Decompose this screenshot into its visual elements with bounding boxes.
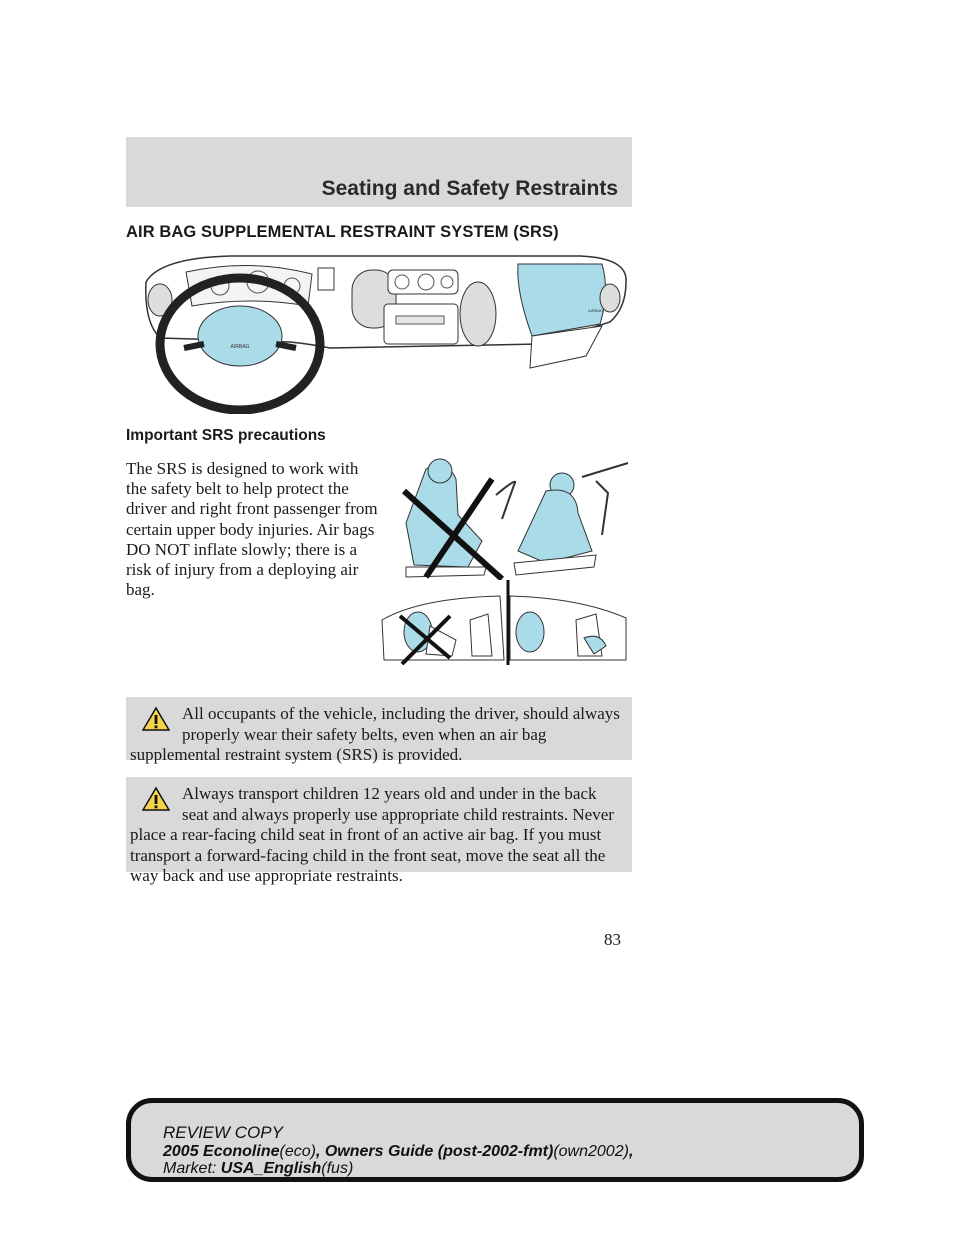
warning-triangle-icon bbox=[142, 706, 170, 732]
steering-airbag-label: AIRBAG bbox=[230, 344, 250, 350]
occupant-position-illustration bbox=[396, 455, 632, 580]
passenger-airbag-label: AIRBAG bbox=[588, 308, 604, 313]
section-title: Seating and Safety Restraints bbox=[321, 177, 618, 200]
warning-box-children bbox=[126, 777, 632, 885]
warning-text: All occupants of the vehicle, including the driver, should always properly wear their safety belts, even when an air bag supplemental restraint system (SRS) is provided. bbox=[130, 704, 620, 764]
child-seat-illustration bbox=[380, 580, 632, 665]
srs-description-paragraph: The SRS is designed to work with the safety belt to help protect the driver and right front passenger from certain upper body injuries. Air bags DO NOT inflate slowly; there is a risk of injury from a deploying air bag. bbox=[126, 459, 378, 600]
review-copy-label: REVIEW COPY bbox=[163, 1123, 283, 1142]
warning-triangle-icon bbox=[142, 786, 170, 812]
section-heading: AIR BAG SUPPLEMENTAL RESTRAINT SYSTEM (SRS) bbox=[126, 223, 559, 241]
review-copy-footer bbox=[126, 1098, 864, 1182]
page-number: 83 bbox=[604, 930, 621, 949]
warning-box-seatbelts bbox=[126, 697, 632, 764]
section-header-band bbox=[126, 137, 632, 207]
srs-precautions-heading: Important SRS precautions bbox=[126, 427, 326, 444]
warning-text: Always transport children 12 years old and under in the back seat and always properly use appropriate child restraints. Never place a rear-facing child seat in front of an active air bag. If you must transport a forward-facing child in the front seat, move the seat all the way back and use appropriate restraints. bbox=[130, 784, 614, 885]
dashboard-airbag-illustration bbox=[140, 252, 630, 414]
market-info-line: Market: USA_English(fus) bbox=[163, 1160, 354, 1177]
document-info-line: 2005 Econoline(eco), Owners Guide (post-2002-fmt)(own2002), bbox=[163, 1143, 634, 1160]
